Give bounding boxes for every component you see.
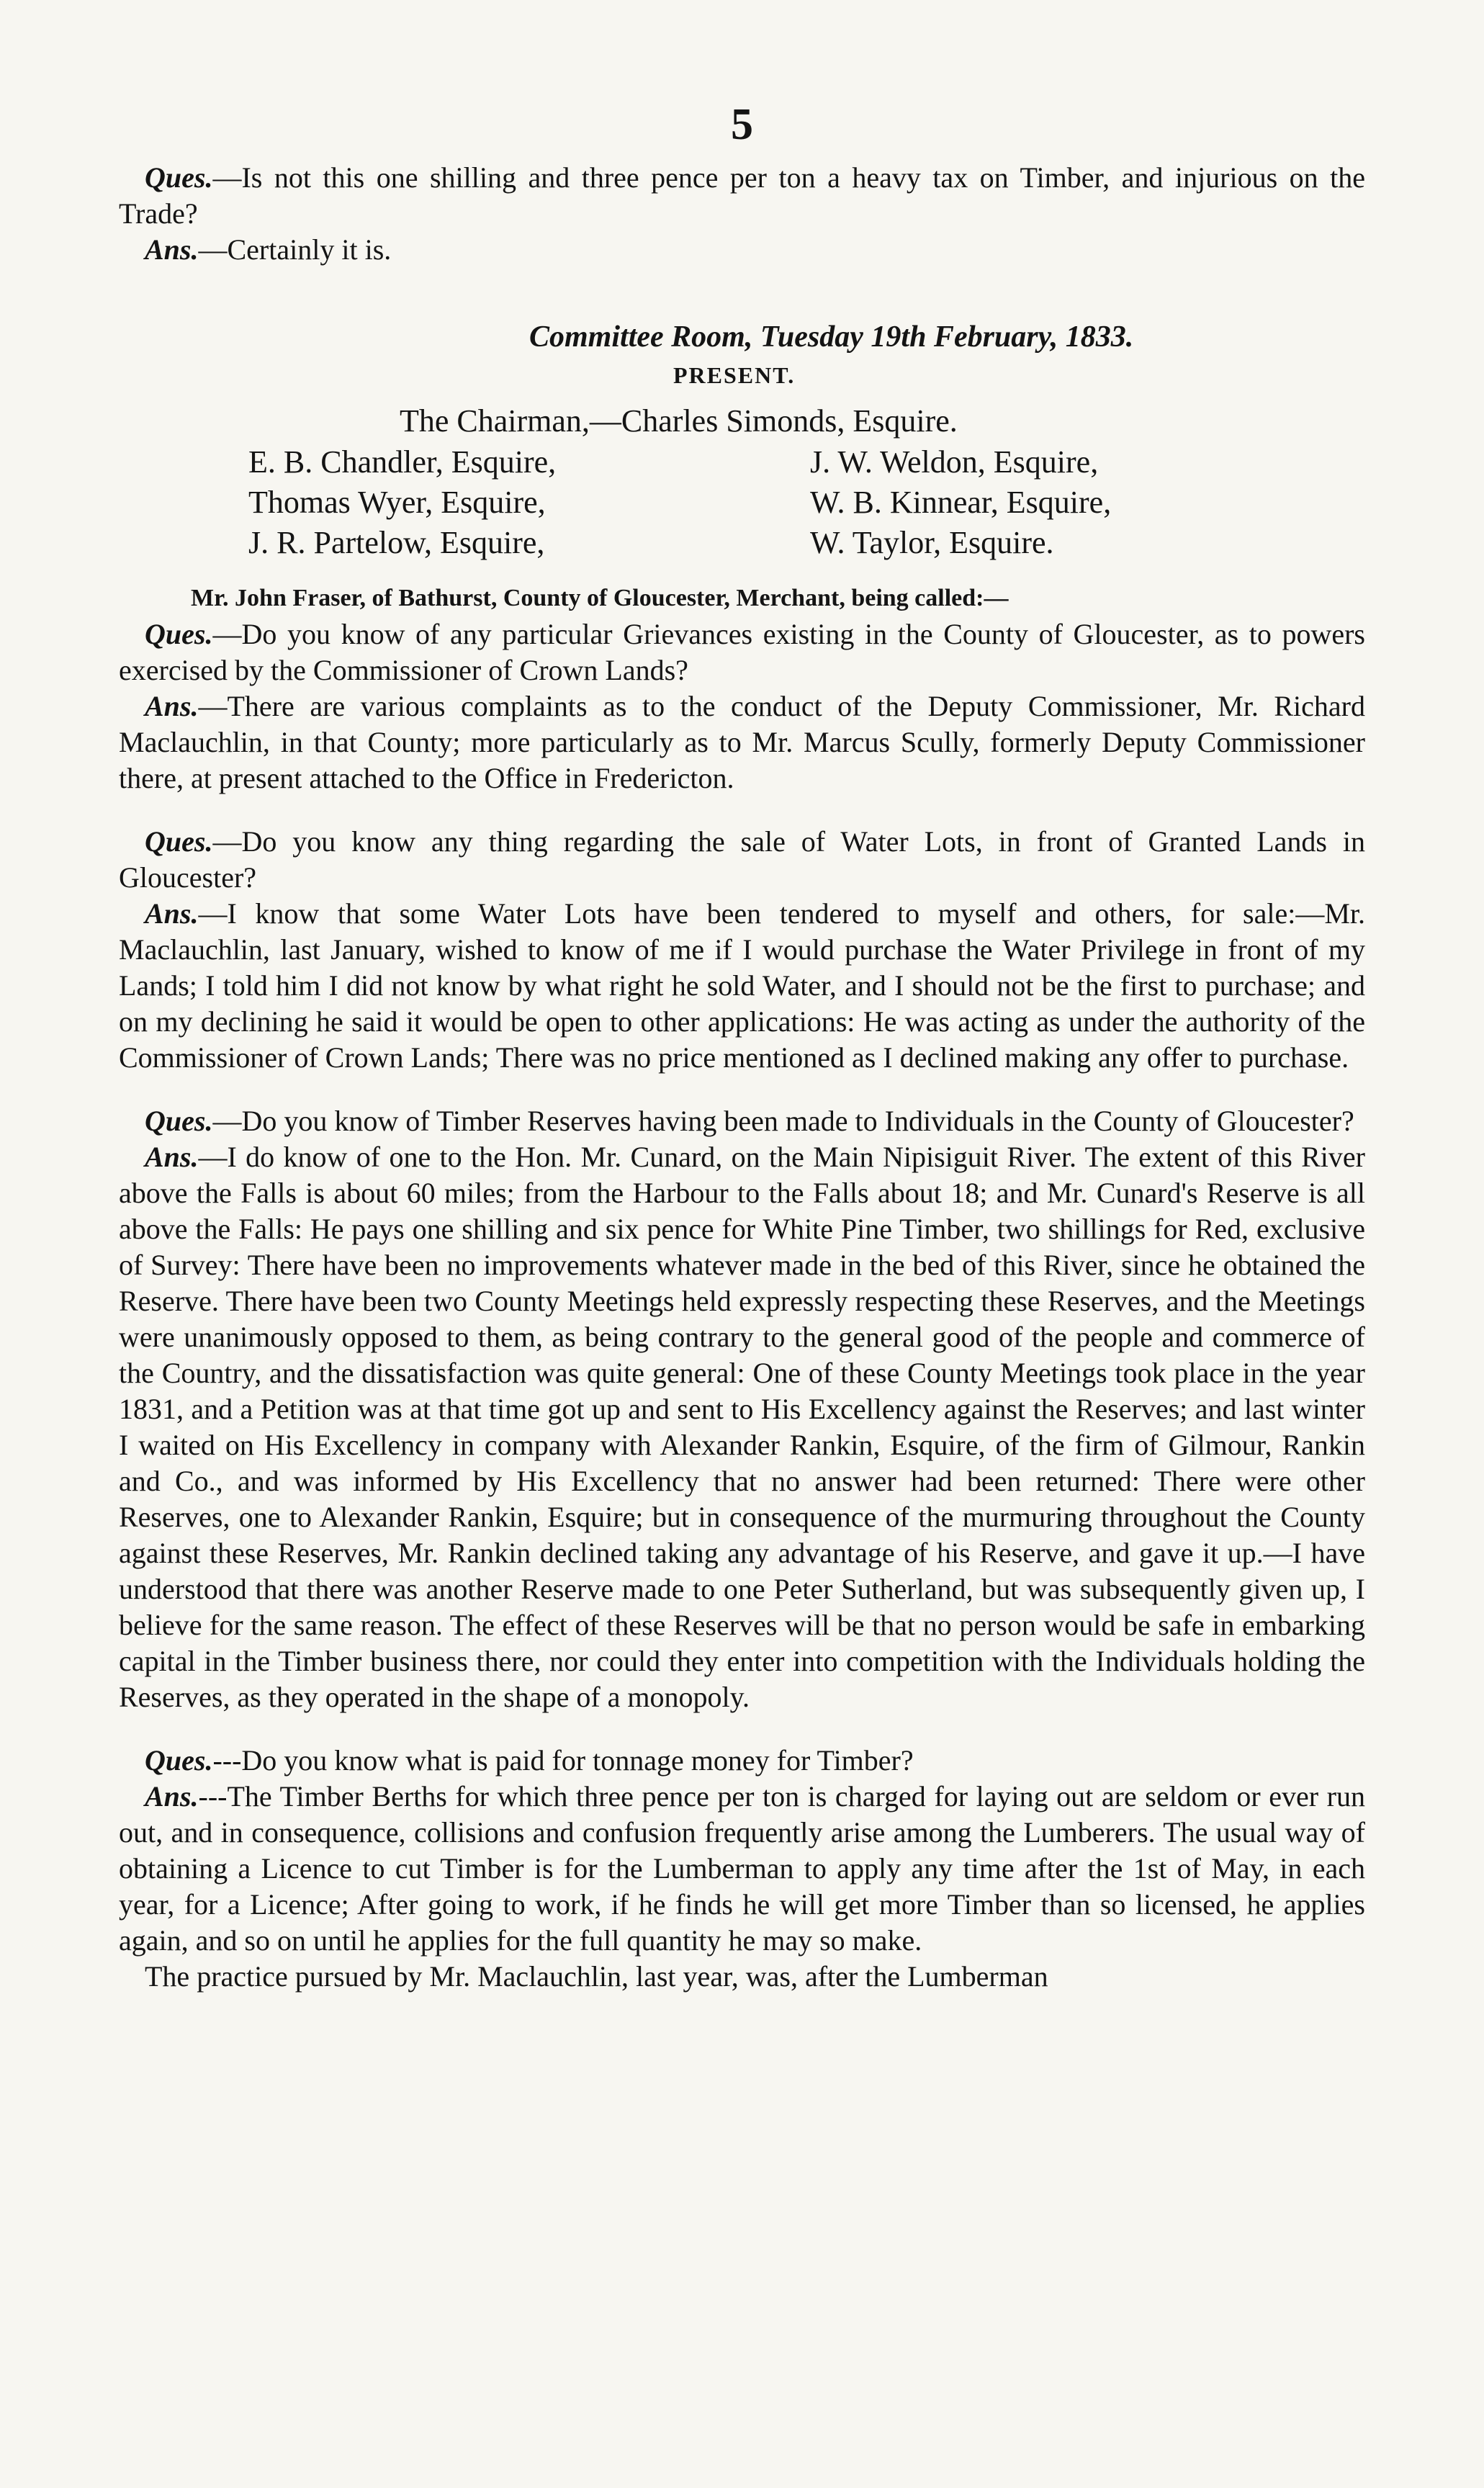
committee-members xyxy=(248,442,1365,563)
member-name: J. R. Partelow, Esquire, xyxy=(248,525,545,560)
present-label: PRESENT. xyxy=(673,362,796,388)
question-text: —Do you know any thing regarding the sale of Water Lots, in front of Granted Lands in Gloucester? xyxy=(119,825,1365,894)
exchange-question xyxy=(119,824,1365,896)
exchange-question xyxy=(119,1743,1365,1779)
exchange-answer xyxy=(119,1139,1365,1715)
answer-text: —There are various complaints as to the conduct of the Deputy Commissioner, Mr. Richard Maclauchlin, in that County; more particularly as to Mr. Marcus Scully, formerly Deputy Commissioner there, at present attached to the Office in Fredericton. xyxy=(119,690,1365,794)
answer-label: Ans. xyxy=(145,897,199,930)
witness-called: Mr. John Fraser, of Bathurst, County of Gloucester, Merchant, being called:— xyxy=(191,585,1009,611)
answer-label: Ans. xyxy=(145,233,199,266)
exchange-answer xyxy=(119,688,1365,796)
member-name: E. B. Chandler, Esquire, xyxy=(248,444,557,480)
exchange-question xyxy=(119,616,1365,688)
member-name: Thomas Wyer, Esquire, xyxy=(248,485,546,520)
question-text: —Do you know of Timber Reserves having been made to Individuals in the County of Gloucester? xyxy=(212,1105,1354,1137)
opening-answer xyxy=(119,232,1365,268)
answer-text: ---The Timber Berths for which three pence per ton is charged for laying out are seldom or ever run out, and in consequence, collisions and confusion frequently arise among the Lumberers. The usual way of obtaining a Licence to cut Timber is for the Lumberman to apply any time after the 1st of May, in each year, for a Licence; After going to work, if he finds he will get more Timber than so licensed, he applies again, and so on until he applies for the full quantity he may so make. xyxy=(119,1780,1365,1957)
closing-paragraph: The practice pursued by Mr. Maclauchlin, last year, was, after the Lumberman xyxy=(145,1960,1048,1993)
page-number: 5 xyxy=(731,100,753,149)
question-text: ---Do you know what is paid for tonnage money for Timber? xyxy=(212,1744,914,1777)
exchange-answer xyxy=(119,896,1365,1076)
document-body xyxy=(119,94,1365,1995)
question-label: Ques. xyxy=(145,618,213,650)
question-label: Ques. xyxy=(145,1744,213,1777)
question-text: —Is not this one shilling and three pence per ton a heavy tax on Timber, and injurious on the Trade? xyxy=(119,161,1365,230)
opening-question xyxy=(119,160,1365,232)
answer-text: —Certainly it is. xyxy=(198,233,392,266)
committee-heading: Committee Room, Tuesday 19th February, 1833. xyxy=(529,320,1134,354)
member-name: W. Taylor, Esquire. xyxy=(810,525,1054,560)
question-label: Ques. xyxy=(145,1105,213,1137)
member-name: J. W. Weldon, Esquire, xyxy=(810,444,1099,480)
answer-text: —I know that some Water Lots have been tendered to myself and others, for sale:—Mr. Maclauchlin, last January, wished to know of me if I would purchase the Water Privilege in front of my Lands; I told him I did not know by what right he sold Water, and I should not be the first to purchase; and on my declining he said it would be open to other applications: He was acting as under the authority of the Commissioner of Crown Lands; There was no price mentioned as I declined making any offer to purchase. xyxy=(119,897,1365,1074)
question-text: —Do you know of any particular Grievances existing in the County of Gloucester, as to powers exercised by the Commissioner of Crown Lands? xyxy=(119,618,1365,686)
answer-label: Ans. xyxy=(145,1141,199,1173)
question-label: Ques. xyxy=(145,825,213,858)
exchange-question xyxy=(119,1103,1365,1139)
answer-label: Ans. xyxy=(145,1780,199,1813)
member-name: W. B. Kinnear, Esquire, xyxy=(810,485,1112,520)
answer-label: Ans. xyxy=(145,690,199,722)
answer-text: —I do know of one to the Hon. Mr. Cunard, on the Main Nipisiguit River. The extent of this River above the Falls is about 60 miles; from the Harbour to the Falls about 18; and Mr. Cunard's Reserve is all above the Falls: He pays one shilling and six pence for White Pine Timber, two shillings for Red, exclusive of Survey: There have been no improvements whatever made in the bed of this River, since he obtained the Reserve. There have been two County Meetings held expressly respecting these Reserves, and the Meetings were unanimously opposed to them, as being contrary to the general good of the people and commerce of the Country, and the dissatisfaction was quite general: One of these County Meetings took place in the year 1831, and a Petition was at that time got up and sent to His Excellency against the Reserves; and last winter I waited on His Excellency in company with Alexander Rankin, Esquire, of the firm of Gilmour, Rankin and Co., and was informed by His Excellency that no answer had been returned: There were other Reserves, one to Alexander Rankin, Esquire; but in consequence of the murmuring throughout the County against these Reserves, Mr. Rankin declined taking any advantage of his Reserve, and gave it up.—I have understood that there was another Reserve made to one Peter Sutherland, but was subsequently given up, I believe for the same reason. The effect of these Reserves will be that no person would be safe in embarking capital in the Timber business there, nor could they enter into competition with the Individuals holding the Reserves, as they operated in the shape of a monopoly. xyxy=(119,1141,1365,1713)
exchange-answer xyxy=(119,1779,1365,1959)
chairman-line: The Chairman,—Charles Simonds, Esquire. xyxy=(400,403,958,439)
question-label: Ques. xyxy=(145,161,213,194)
